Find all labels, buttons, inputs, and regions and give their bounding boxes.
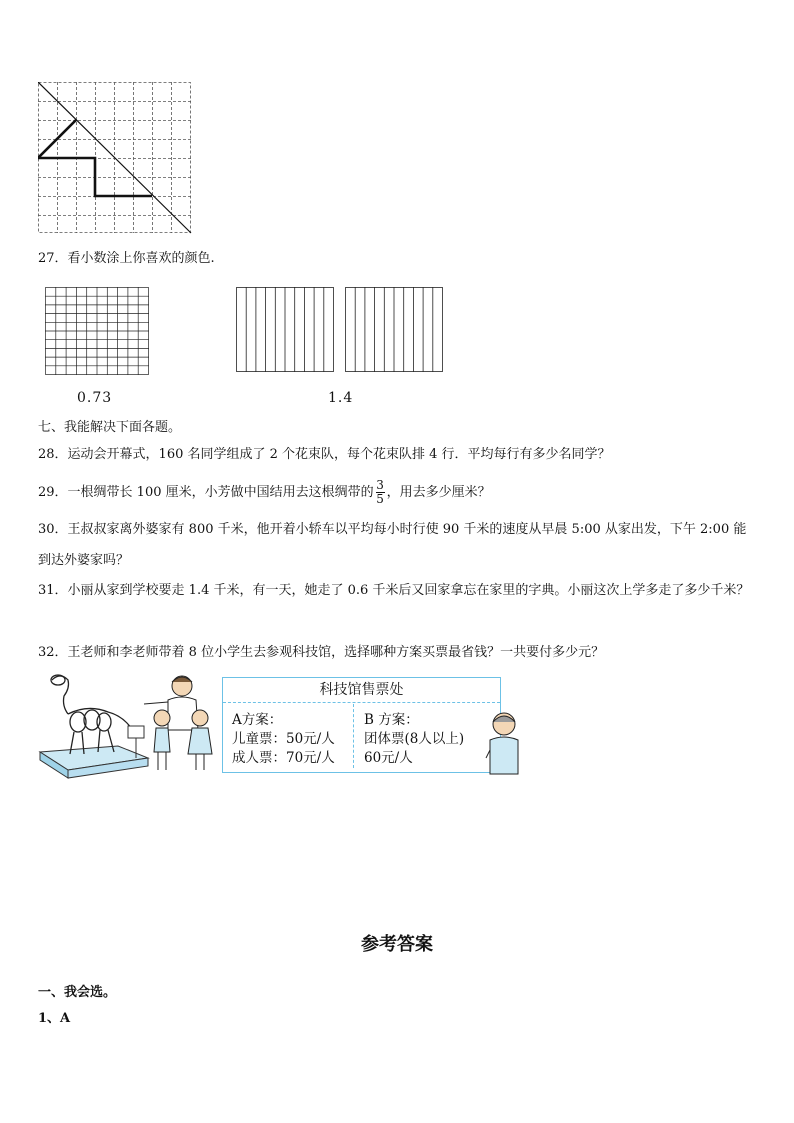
plan-a-name: A方案： [232,712,283,728]
symmetry-grid-figure [38,82,192,234]
question-32: 32．王老师和李老师带着 8 位小学生去参观科技馆，选择哪种方案买票最省钱？一共要付多少元？ [38,645,605,660]
plan-b-group-condition: 团体票(8人以上) [364,731,465,747]
strips-square-1 [236,287,335,373]
question-29-text-before: 29．一根绸带长 100 厘米，小芳做中国结用去这根绸带的 [38,485,374,500]
plan-a-child-price: 儿童票：50元/人 [232,731,335,747]
fraction-three-fifths [376,479,385,506]
grid-100-squares [45,287,150,376]
question-28: 28．运动会开幕式，160 名同学组成了 2 个花束队，每个花束队排 4 行．平均每行有多少名同学？ [38,447,611,462]
answer-item-1: 1、A [38,1011,71,1026]
section-7-title: 七、我能解决下面各题。 [38,420,182,435]
answers-section-1: 一、我会选。 [38,985,117,1000]
cashier-illustration [484,710,520,776]
teacher-children-illustration [138,672,220,778]
label-1-4: 1.4 [328,390,354,406]
answers-title: 参考答案 [361,934,433,955]
plan-b [364,711,464,768]
plan-a [232,711,335,768]
question-29 [38,479,491,506]
question-30: 30．王叔叔家离外婆家有 800 千米，他开着小轿车以平均每小时行使 90 千米的速度从早晨 5:00 从家出发，下午 2:00 能到达外婆家吗？ [38,522,747,568]
half-shape [38,120,152,196]
question-29-text-after: ，用去多少厘米？ [386,485,491,500]
question-31: 31．小丽从家到学校要走 1.4 千米，有一天，她走了 0.6 千米后又回家拿忘在家里的字典。小丽这次上学多走了多少千米？ [38,583,750,598]
plan-b-group-price: 60元/人 [364,750,413,766]
label-0-73: 0.73 [77,390,113,406]
plan-b-name: B 方案： [364,712,419,728]
fraction-denominator: 5 [376,492,384,506]
question-27: 27．看小数涂上你喜欢的颜色. [38,251,215,266]
ticket-divider [353,704,354,768]
ticket-office-board [222,677,501,773]
strips-square-2 [345,287,444,373]
ticket-office-title: 科技馆售票处 [223,678,500,703]
fraction-numerator: 3 [376,478,384,492]
plan-a-adult-price: 成人票：70元/人 [232,750,335,766]
